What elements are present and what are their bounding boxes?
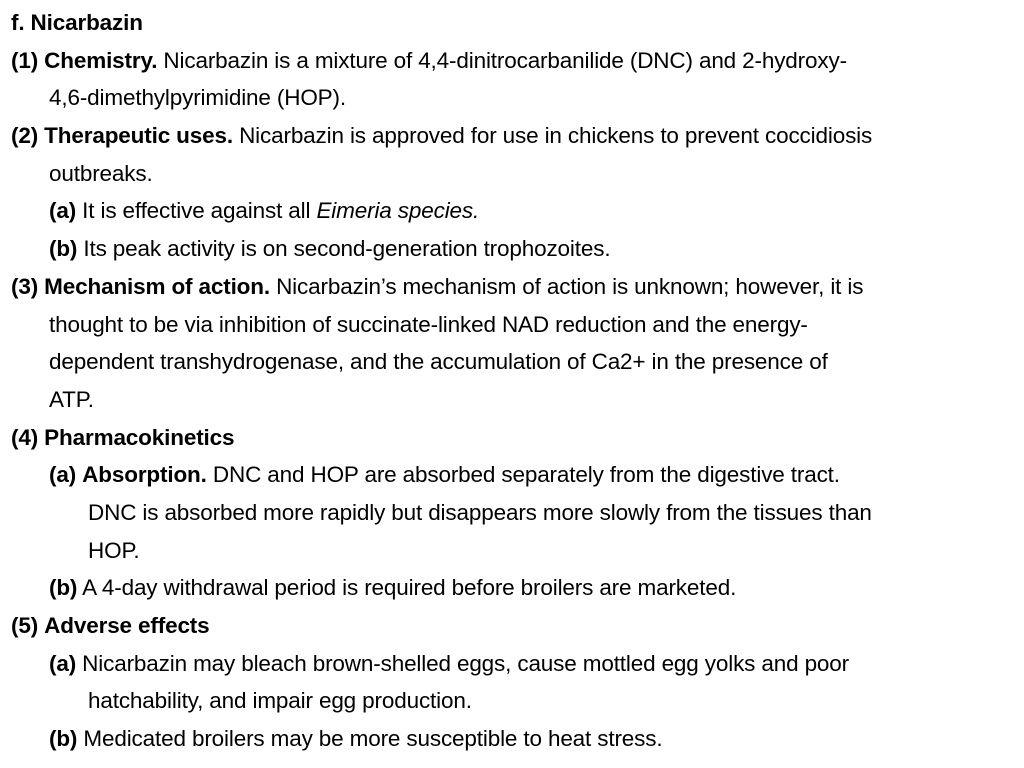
subitem-label: (b): [49, 575, 78, 601]
section-text: thought to be via inhibition of succinate-linked NAD reduction and the energy-: [49, 311, 808, 337]
subitem-text: Its peak activity is on second-generation trophozoites.: [83, 236, 611, 262]
subitem-absorption-cont: [11, 494, 1019, 532]
section-number: (5): [11, 613, 39, 638]
subitem-therapeutic-b: [11, 230, 1019, 268]
subitem-text: hatchability, and impair egg production.: [88, 688, 472, 714]
section-chemistry: [11, 42, 1019, 80]
section-text: 4,6-dimethylpyrimidine (HOP).: [49, 85, 346, 111]
subitem-label: (a): [49, 650, 77, 676]
section-adverse-effects: [11, 607, 1019, 645]
subitem-label: (b): [49, 236, 78, 262]
section-pharmacokinetics: [11, 419, 1019, 457]
section-mechanism-cont: [11, 381, 1019, 419]
subitem-title: Absorption.: [82, 462, 207, 488]
subitem-label: (a): [49, 462, 77, 488]
section-mechanism-cont: [11, 343, 1019, 381]
section-number: (3): [11, 273, 39, 299]
subitem-text: DNC and HOP are absorbed separately from the digestive tract.: [212, 462, 840, 488]
subitem-therapeutic-a: [11, 192, 1019, 230]
heading-text: f. Nicarbazin: [11, 10, 143, 35]
subitem-label: (b): [49, 726, 78, 752]
section-title: Chemistry.: [44, 47, 158, 73]
section-title: Mechanism of action.: [44, 273, 270, 299]
section-text: ATP.: [49, 386, 94, 412]
subitem-adverse-a-cont: [11, 682, 1019, 720]
section-number: (2): [11, 123, 39, 149]
section-chemistry-cont: [11, 79, 1019, 117]
subitem-label: (a): [49, 198, 77, 224]
subitem-text: Nicarbazin may bleach brown-shelled eggs, cause mottled egg yolks and poor: [82, 650, 850, 676]
section-therapeutic-uses-cont: [11, 155, 1019, 193]
subitem-adverse-a: [11, 645, 1019, 683]
subitem-text: Medicated broilers may be more susceptible to heat stress.: [83, 726, 663, 752]
subitem-text: HOP.: [88, 537, 140, 563]
subitem-absorption: [11, 456, 1019, 494]
document-heading: [11, 4, 1019, 42]
section-mechanism: [11, 268, 1019, 306]
section-title: Pharmacokinetics: [44, 424, 235, 450]
section-mechanism-cont: [11, 306, 1019, 344]
section-text: Nicarbazin is approved for use in chickens to prevent coccidiosis: [239, 123, 873, 149]
section-text: Nicarbazin’s mechanism of action is unknown; however, it is: [276, 273, 864, 299]
section-text: dependent transhydrogenase, and the accumulation of Ca2+ in the presence of: [49, 349, 828, 375]
section-number: (4): [11, 424, 39, 450]
subitem-adverse-b: [11, 720, 1019, 758]
section-text: Nicarbazin is a mixture of 4,4-dinitrocarbanilide (DNC) and 2-hydroxy-: [163, 47, 847, 73]
section-title: Adverse effects: [44, 613, 210, 638]
subitem-italic-text: Eimeria species.: [316, 198, 480, 224]
section-text: outbreaks.: [49, 160, 153, 186]
subitem-withdrawal: [11, 569, 1019, 607]
section-therapeutic-uses: [11, 117, 1019, 155]
section-number: (1): [11, 47, 39, 73]
document-body: [11, 4, 1019, 758]
subitem-absorption-cont: [11, 532, 1019, 570]
subitem-text: DNC is absorbed more rapidly but disappears more slowly from the tissues than: [88, 499, 872, 525]
subitem-text: A 4-day withdrawal period is required before broilers are marketed.: [82, 575, 737, 601]
section-title: Therapeutic uses.: [44, 123, 233, 149]
subitem-text: It is effective against all: [82, 198, 311, 224]
